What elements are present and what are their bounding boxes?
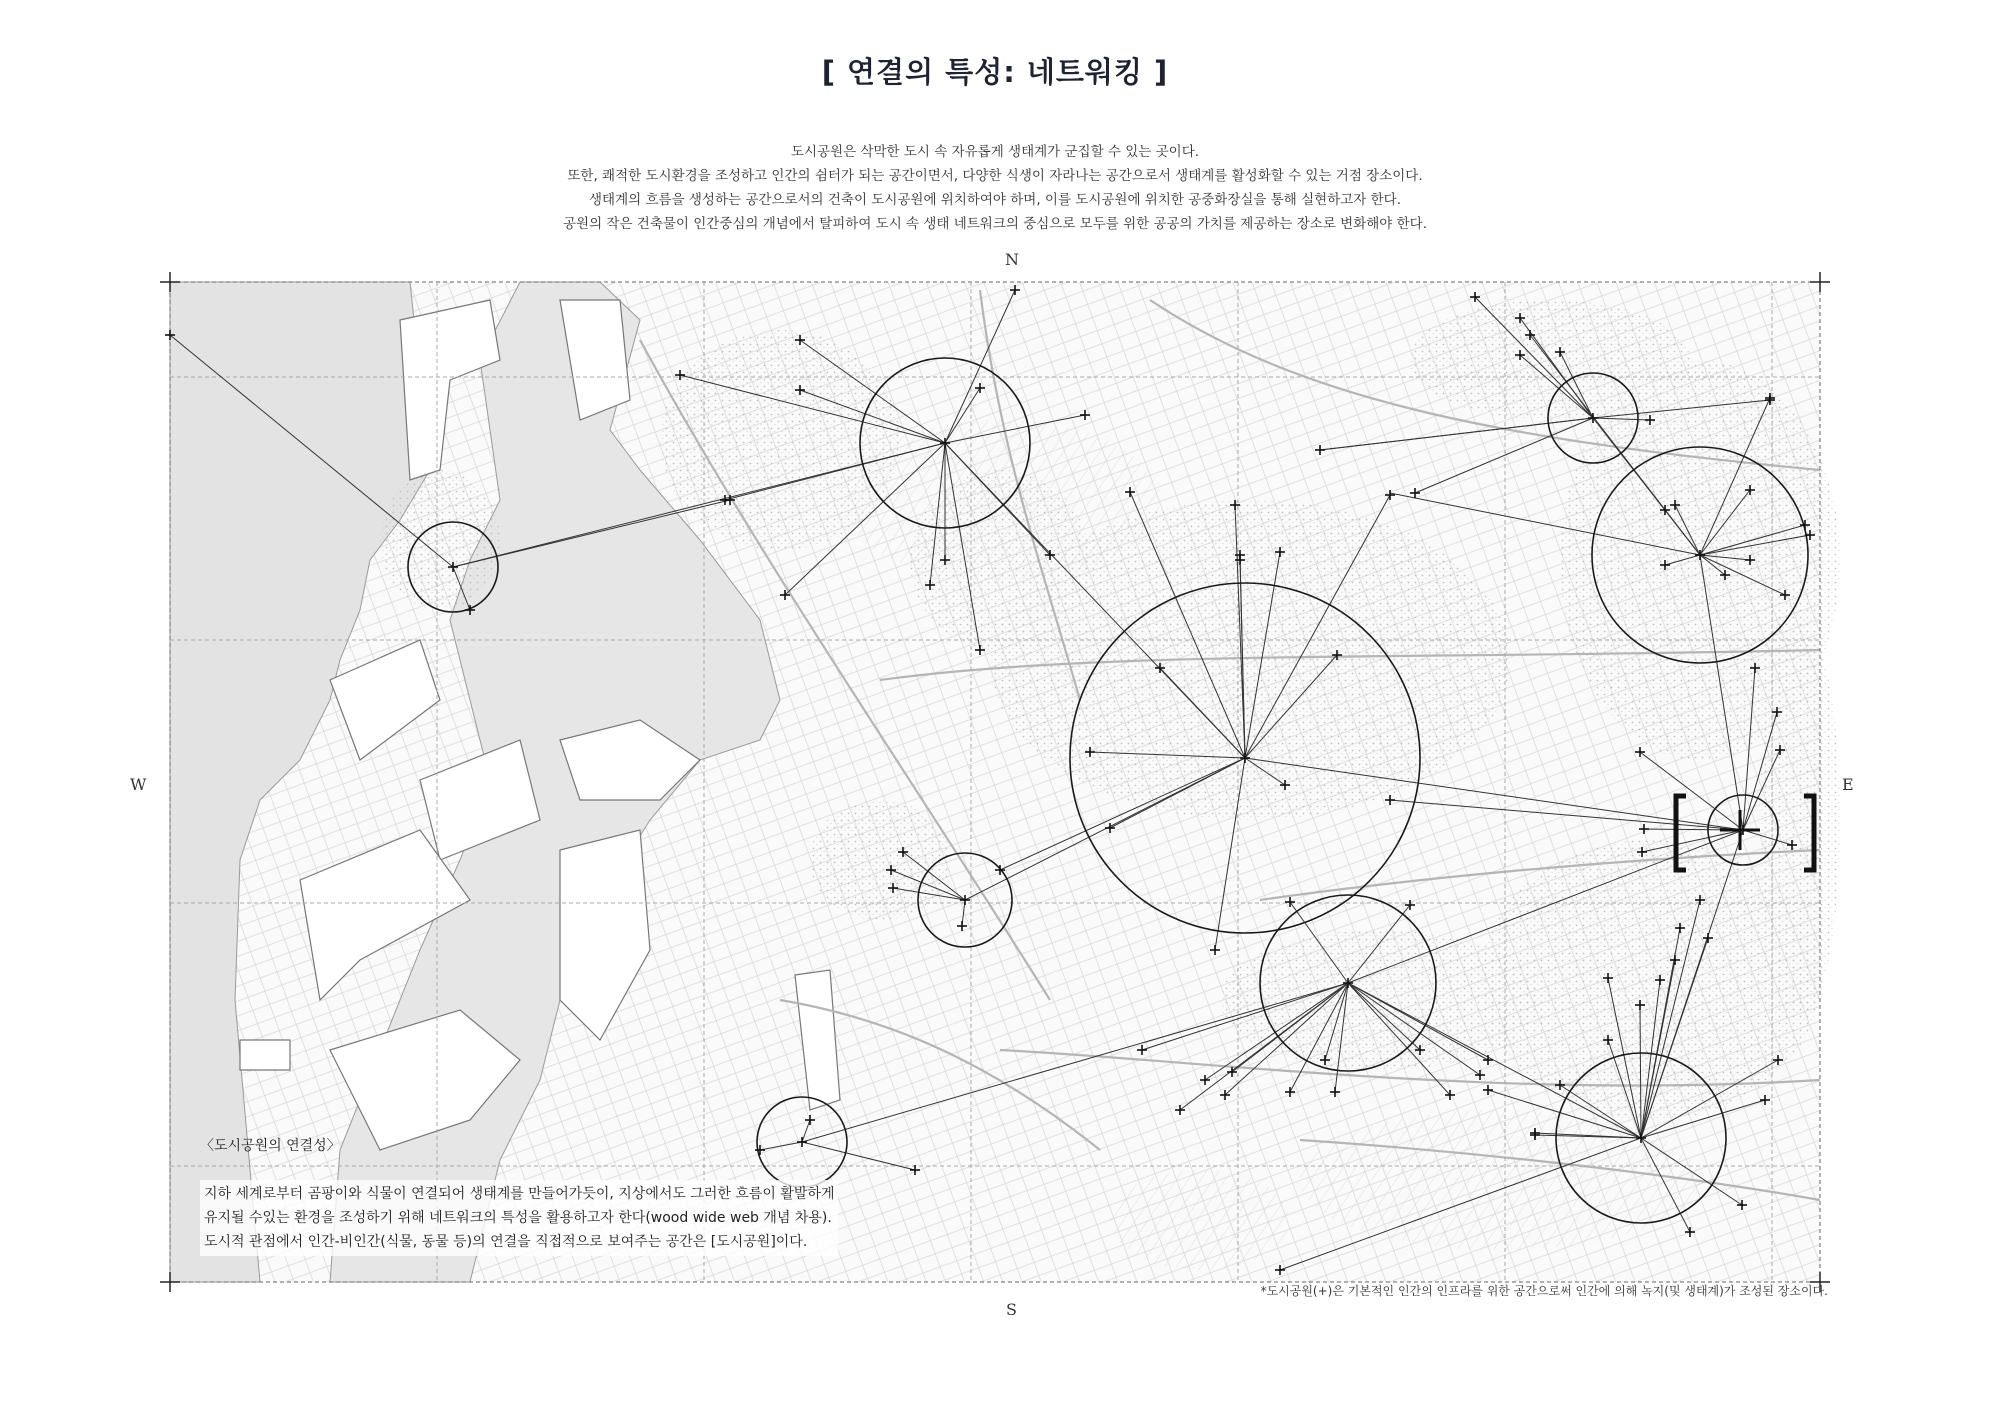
map-base xyxy=(170,282,1840,1282)
south-label: S xyxy=(1006,1300,1017,1319)
description-line: 지하 세계로부터 곰팡이와 식물이 연결되어 생태계를 만들어가듯이, 지상에서도 그러한 흐름이 활발하게 xyxy=(204,1186,835,1202)
description-line: 도시적 관점에서 인간-비인간(식물, 동물 등)의 연결을 직접적으로 보여주는 공간은 [도시공원]이다. xyxy=(204,1234,808,1250)
intro-line: 생태계의 흐름을 생성하는 공간으로서의 건축이 도시공원에 위치하여야 하며, 이를 도시공원에 위치한 공중화장실을 통해 실현하고자 한다. xyxy=(589,192,1401,208)
footnote: *도시공원(+)은 기본적인 인간의 인프라를 위한 공간으로써 인간에 의해 녹지(및 생태계)가 조성된 장소이다. xyxy=(1260,1284,1828,1298)
pier xyxy=(240,1040,290,1070)
north-label: N xyxy=(1005,250,1019,269)
connectivity-description xyxy=(200,1180,838,1256)
west-label: W xyxy=(130,775,147,794)
intro-line: 또한, 쾌적한 도시환경을 조성하고 인간의 쉼터가 되는 공간이면서, 다양한 식생이 자라나는 공간으로서 생태계를 활성화할 수 있는 거점 장소이다. xyxy=(567,168,1423,184)
map-caption: 〈도시공원의 연결성〉 xyxy=(200,1138,341,1154)
description-line: 유지될 수있는 환경을 조성하기 위해 네트워크의 특성을 활용하고자 한다(wood wide web 개념 차용). xyxy=(204,1210,832,1226)
east-label: E xyxy=(1842,775,1854,794)
intro-line: 도시공원은 삭막한 도시 속 자유롭게 생태계가 군집할 수 있는 곳이다. xyxy=(790,144,1200,160)
intro-line: 공원의 작은 건축물이 인간중심의 개념에서 탈피하여 도시 속 생태 네트워크의 중심으로 모두를 위한 공공의 가치를 제공하는 장소로 변화해야 한다. xyxy=(563,216,1427,232)
page-title: [ 연결의 특성: 네트워킹 ] xyxy=(821,55,1169,89)
